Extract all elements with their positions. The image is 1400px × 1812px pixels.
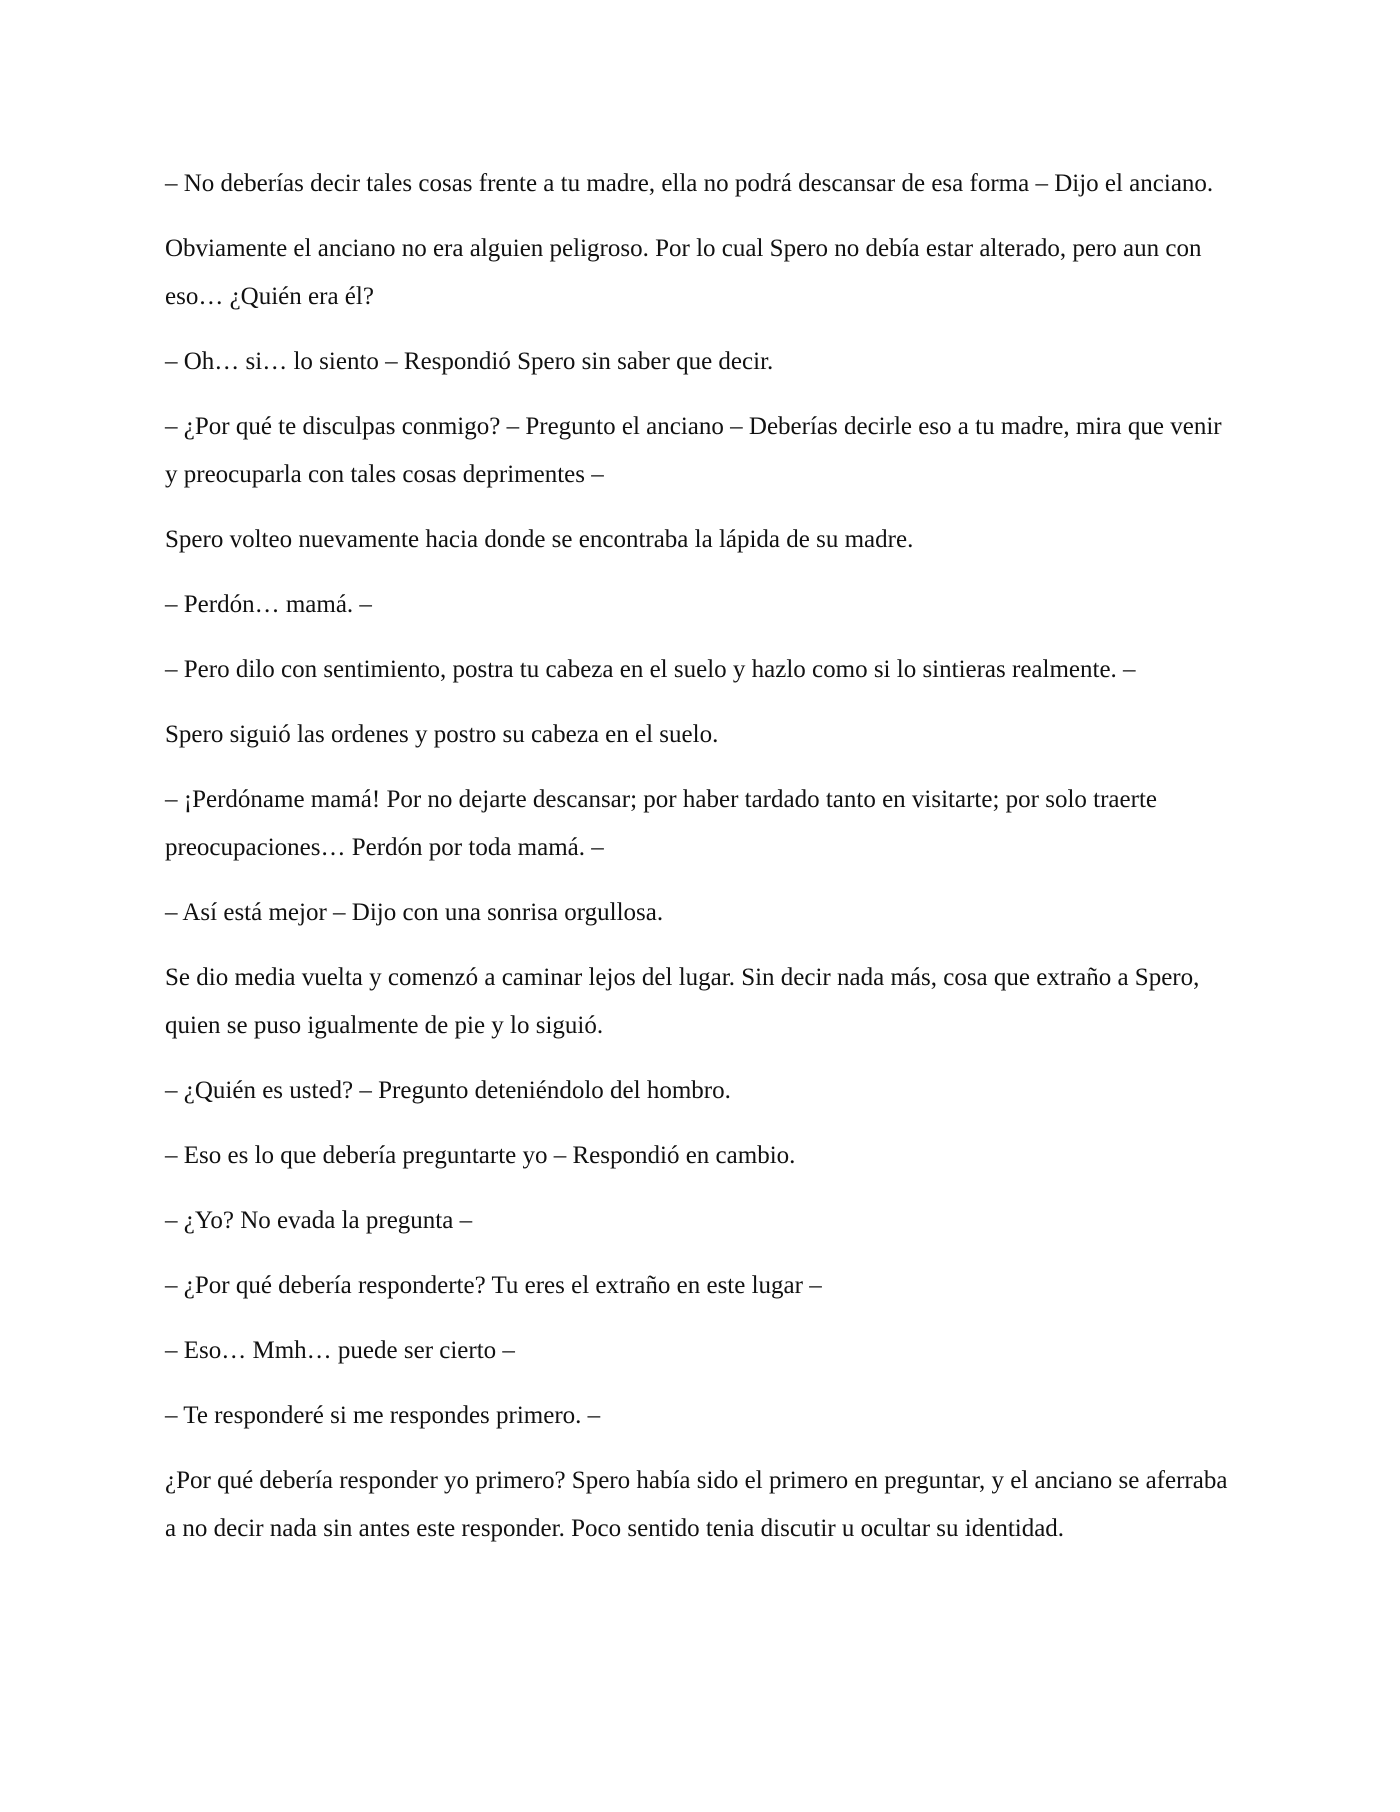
paragraph-3: – Oh… si… lo siento – Respondió Spero sin saber que decir. [165, 348, 774, 375]
paragraph-15: – ¿Por qué debería responderte? Tu eres el extraño en este lugar – [165, 1272, 822, 1299]
paragraph-8: Spero siguió las ordenes y postro su cabeza en el suelo. [165, 721, 719, 748]
paragraph-14: – ¿Yo? No evada la pregunta – [165, 1207, 473, 1234]
paragraph-4: – ¿Por qué te disculpas conmigo? – Pregunto el anciano – Deberías decirle eso a tu madre, mira que venir y preocuparla con tales cosas deprimentes – [165, 413, 1222, 488]
paragraph-5: Spero volteo nuevamente hacia donde se encontraba la lápida de su madre. [165, 526, 914, 553]
paragraph-2: Obviamente el anciano no era alguien peligroso. Por lo cual Spero no debía estar alterado, pero aun con eso… ¿Quién era él? [165, 235, 1202, 310]
paragraph-18: ¿Por qué debería responder yo primero? Spero había sido el primero en preguntar, y el anciano se aferraba a no decir nada sin antes este responder. Poco sentido tenia discutir u ocultar su identidad. [165, 1467, 1228, 1542]
paragraph-16: – Eso… Mmh… puede ser cierto – [165, 1337, 515, 1364]
paragraph-10: – Así está mejor – Dijo con una sonrisa orgullosa. [165, 899, 664, 926]
paragraph-12: – ¿Quién es usted? – Pregunto deteniéndolo del hombro. [165, 1077, 731, 1104]
paragraph-6: – Perdón… mamá. – [165, 591, 372, 618]
paragraph-1: – No deberías decir tales cosas frente a tu madre, ella no podrá descansar de esa forma – Dijo el anciano. [165, 170, 1214, 197]
paragraph-17: – Te responderé si me respondes primero. – [165, 1402, 601, 1429]
paragraph-9: – ¡Perdóname mamá! Por no dejarte descansar; por haber tardado tanto en visitarte; por solo traerte preocupaciones… Perdón por toda mamá. – [165, 786, 1157, 861]
paragraph-11: Se dio media vuelta y comenzó a caminar lejos del lugar. Sin decir nada más, cosa que extraño a Spero, quien se puso igualmente de pie y lo siguió. [165, 964, 1200, 1039]
paragraph-7: – Pero dilo con sentimiento, postra tu cabeza en el suelo y hazlo como si lo sintieras realmente. – [165, 656, 1136, 683]
paragraph-13: – Eso es lo que debería preguntarte yo – Respondió en cambio. [165, 1142, 796, 1169]
